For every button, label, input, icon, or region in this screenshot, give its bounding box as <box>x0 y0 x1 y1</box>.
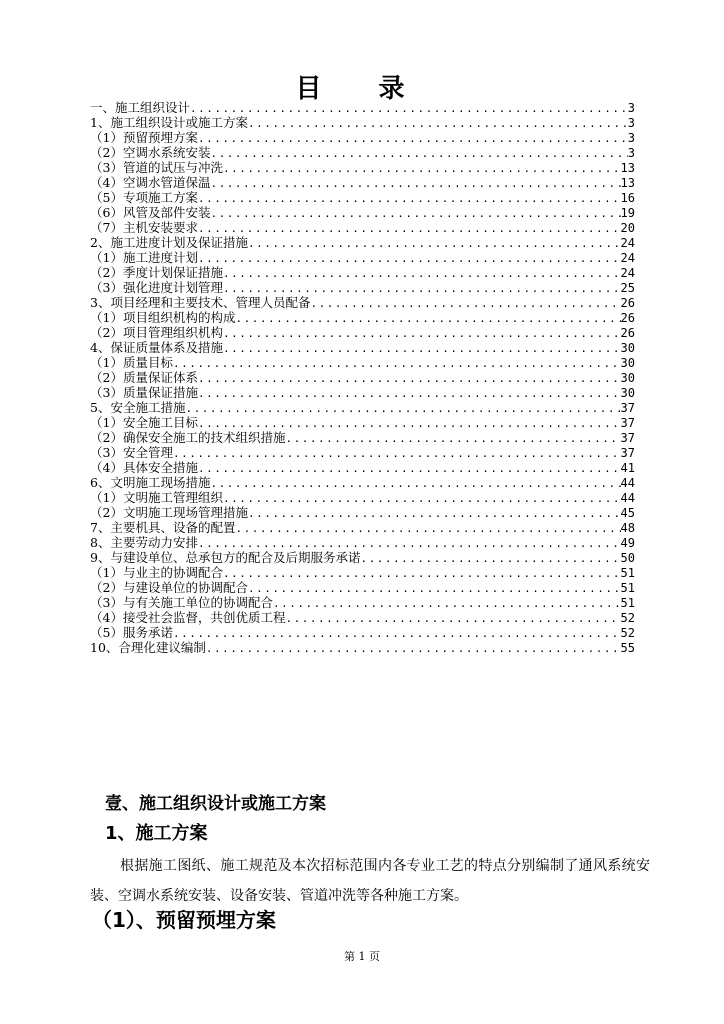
body-paragraph: 根据施工图纸、施工规范及本次招标范围内各专业工艺的特点分别编制了通风系统安装、空调水系统安装、设备安装、管道冲洗等各种施工方案。 <box>90 858 650 904</box>
toc-entry[interactable] <box>90 625 635 640</box>
toc-leader-dots <box>223 281 621 295</box>
toc-entry[interactable] <box>90 295 635 310</box>
toc-leader-dots <box>206 641 621 655</box>
toc-entry-page: 30 <box>620 341 635 355</box>
toc-leader-dots <box>360 551 620 565</box>
toc-entry-page: 26 <box>620 296 635 310</box>
toc-entry-page: 3 <box>627 131 635 145</box>
toc-leader-dots <box>248 236 621 250</box>
toc-entry-page: 3 <box>627 146 635 160</box>
page-footer: 第 1 页 <box>344 950 380 963</box>
toc-entry[interactable] <box>90 535 635 550</box>
toc-entry-page: 50 <box>620 551 635 565</box>
toc-leader-dots <box>285 431 620 445</box>
toc-leader-dots <box>310 296 620 310</box>
toc-entry-text: （2）季度计划保证措施 <box>90 265 223 280</box>
toc-entry-text: （2）项目管理组织机构 <box>90 325 223 340</box>
toc-entry[interactable] <box>90 145 635 160</box>
toc-entry[interactable] <box>90 160 635 175</box>
toc-leader-dots <box>273 596 621 610</box>
toc-entry-page: 13 <box>620 161 635 175</box>
toc-entry-text: （3）质量保证措施 <box>90 385 198 400</box>
toc-entry-text: 4、保证质量体系及措施 <box>90 340 223 355</box>
toc-entry-page: 25 <box>620 281 635 295</box>
toc-entry-text: 1、施工组织设计或施工方案 <box>90 115 248 130</box>
toc-leader-dots <box>185 401 620 415</box>
section-heading: 1、施工方案 <box>105 823 208 844</box>
toc-entry-text: 5、安全施工措施 <box>90 400 186 415</box>
toc-entry-page: 37 <box>620 431 635 445</box>
toc-entry-text: （4）空调水管道保温 <box>90 175 211 190</box>
subsection-heading: （1）、预留预埋方案 <box>92 908 276 932</box>
toc-entry-page: 30 <box>620 386 635 400</box>
toc-leader-dots <box>173 446 621 460</box>
toc-entry[interactable] <box>90 325 635 340</box>
toc-entry[interactable] <box>90 205 635 220</box>
toc-entry[interactable] <box>90 475 635 490</box>
toc-leader-dots <box>248 581 621 595</box>
toc-entry-text: 3、项目经理和主要技术、管理人员配备 <box>90 295 311 310</box>
toc-leader-dots <box>198 251 621 265</box>
toc-entry-text: （1）施工进度计划 <box>90 250 198 265</box>
part-heading: 壹、施工组织设计或施工方案 <box>105 794 326 814</box>
toc-leader-dots <box>210 146 627 160</box>
toc-entry-text: 7、主要机具、设备的配置 <box>90 520 236 535</box>
toc-entry-text: （4）接受社会监督，共创优质工程 <box>90 610 286 625</box>
toc-entry[interactable] <box>90 610 635 625</box>
toc-leader-dots <box>198 386 621 400</box>
toc-entry-page: 49 <box>620 536 635 550</box>
toc-entry-page: 51 <box>620 596 635 610</box>
toc-entry-text: 8、主要劳动力安排 <box>90 535 198 550</box>
toc-entry-text: （4）具体安全措施 <box>90 460 198 475</box>
toc-leader-dots <box>173 356 621 370</box>
toc-entry-page: 51 <box>620 566 635 580</box>
toc-entry-page: 45 <box>620 506 635 520</box>
toc-title: 目 录 <box>295 74 429 104</box>
toc-entry[interactable] <box>90 505 635 520</box>
toc-leader-dots <box>173 626 621 640</box>
toc-entry[interactable] <box>90 565 635 580</box>
toc-leader-dots <box>223 161 621 175</box>
toc-leader-dots <box>223 266 621 280</box>
toc-entry-page: 3 <box>627 116 635 130</box>
toc-entry-page: 24 <box>620 251 635 265</box>
toc-leader-dots <box>223 341 621 355</box>
toc-entry-text: （7）主机安装要求 <box>90 220 198 235</box>
toc-entry-page: 44 <box>620 491 635 505</box>
toc-leader-dots <box>198 221 621 235</box>
toc-leader-dots <box>248 116 628 130</box>
toc-entry-page: 26 <box>620 311 635 325</box>
toc-entry-text: 2、施工进度计划及保证措施 <box>90 235 248 250</box>
toc-entry-text: （1）安全施工目标 <box>90 415 198 430</box>
toc-entry[interactable] <box>90 355 635 370</box>
toc-entry-page: 41 <box>620 461 635 475</box>
toc-entry-text: （1）预留预埋方案 <box>90 130 198 145</box>
toc-entry-page: 26 <box>620 326 635 340</box>
toc-leader-dots <box>198 371 621 385</box>
toc-leader-dots <box>223 566 621 580</box>
toc-entry[interactable] <box>90 415 635 430</box>
toc-entry[interactable] <box>90 520 635 535</box>
toc-entry[interactable] <box>90 100 635 115</box>
toc-entry[interactable] <box>90 175 635 190</box>
toc-entry[interactable] <box>90 490 635 505</box>
toc-entry[interactable] <box>90 340 635 355</box>
toc-leader-dots <box>223 491 621 505</box>
toc-entry-page: 37 <box>620 446 635 460</box>
toc-entry[interactable] <box>90 400 635 415</box>
toc-entry[interactable] <box>90 235 635 250</box>
toc-entry-page: 52 <box>620 626 635 640</box>
toc-entry[interactable] <box>90 595 635 610</box>
toc-entry-page: 44 <box>620 476 635 490</box>
toc-entry-text: （1）项目组织机构的构成 <box>90 310 236 325</box>
toc-entry[interactable] <box>90 640 635 655</box>
toc-entry-text: （5）专项施工方案 <box>90 190 198 205</box>
toc-entry-page: 24 <box>620 266 635 280</box>
toc-entry-page: 30 <box>620 356 635 370</box>
toc-entry-page: 37 <box>620 401 635 415</box>
toc-entry[interactable] <box>90 580 635 595</box>
toc-entry-text: （1）质量目标 <box>90 355 173 370</box>
toc-entry[interactable] <box>90 250 635 265</box>
toc-entry-text: 6、文明施工现场措施 <box>90 475 211 490</box>
toc-entry[interactable] <box>90 370 635 385</box>
toc-entry[interactable] <box>90 310 635 325</box>
toc-entry[interactable] <box>90 280 635 295</box>
toc-leader-dots <box>235 521 620 535</box>
toc-entry-text: 一、施工组织设计 <box>90 100 191 115</box>
toc-entry-text: （2）文明施工现场管理措施 <box>90 505 248 520</box>
toc-entry[interactable] <box>90 265 635 280</box>
toc-entry[interactable] <box>90 115 635 130</box>
toc-leader-dots <box>210 206 620 220</box>
toc-entry-page: 13 <box>620 176 635 190</box>
toc-entry-page: 20 <box>620 221 635 235</box>
toc-entry-page: 51 <box>620 581 635 595</box>
toc-entry-text: 9、与建设单位、总承包方的配合及后期服务承诺 <box>90 550 361 565</box>
toc-entry[interactable] <box>90 430 635 445</box>
toc-leader-dots <box>198 416 621 430</box>
toc-entry-page: 37 <box>620 416 635 430</box>
toc-entry-text: （6）风管及部件安装 <box>90 205 211 220</box>
table-of-contents <box>90 100 635 655</box>
toc-entry-text: （3）与有关施工单位的协调配合 <box>90 595 273 610</box>
toc-leader-dots <box>198 131 628 145</box>
toc-entry-text: （2）确保安全施工的技术组织措施 <box>90 430 286 445</box>
toc-entry-text: （3）强化进度计划管理 <box>90 280 223 295</box>
toc-entry[interactable] <box>90 385 635 400</box>
toc-leader-dots <box>198 191 621 205</box>
toc-entry-page: 52 <box>620 611 635 625</box>
toc-leader-dots <box>235 311 620 325</box>
toc-leader-dots <box>210 176 620 190</box>
toc-entry[interactable] <box>90 550 635 565</box>
toc-leader-dots <box>198 461 621 475</box>
toc-leader-dots <box>198 536 621 550</box>
toc-entry[interactable] <box>90 460 635 475</box>
toc-entry-page: 24 <box>620 236 635 250</box>
toc-entry-text: （2）空调水系统安装 <box>90 145 211 160</box>
toc-entry-text: （2）质量保证体系 <box>90 370 198 385</box>
toc-entry-page: 55 <box>620 641 635 655</box>
toc-leader-dots <box>210 476 620 490</box>
toc-entry-text: （1）与业主的协调配合 <box>90 565 223 580</box>
toc-entry[interactable] <box>90 220 635 235</box>
toc-leader-dots <box>285 611 620 625</box>
toc-entry-text: （3）管道的试压与冲洗 <box>90 160 223 175</box>
toc-entry-page: 16 <box>620 191 635 205</box>
toc-entry[interactable] <box>90 190 635 205</box>
toc-entry-page: 30 <box>620 371 635 385</box>
toc-entry-text: （3）安全管理 <box>90 445 173 460</box>
toc-entry-text: 10、合理化建议编制 <box>90 640 206 655</box>
toc-entry-page: 3 <box>627 101 635 115</box>
toc-entry-text: （5）服务承诺 <box>90 625 173 640</box>
toc-leader-dots <box>248 506 621 520</box>
toc-leader-dots <box>190 101 628 115</box>
toc-entry-page: 19 <box>620 206 635 220</box>
toc-entry-page: 48 <box>620 521 635 535</box>
toc-entry-text: （2）与建设单位的协调配合 <box>90 580 248 595</box>
toc-entry-text: （1）文明施工管理组织 <box>90 490 223 505</box>
toc-entry[interactable] <box>90 130 635 145</box>
toc-leader-dots <box>223 326 621 340</box>
toc-entry[interactable] <box>90 445 635 460</box>
